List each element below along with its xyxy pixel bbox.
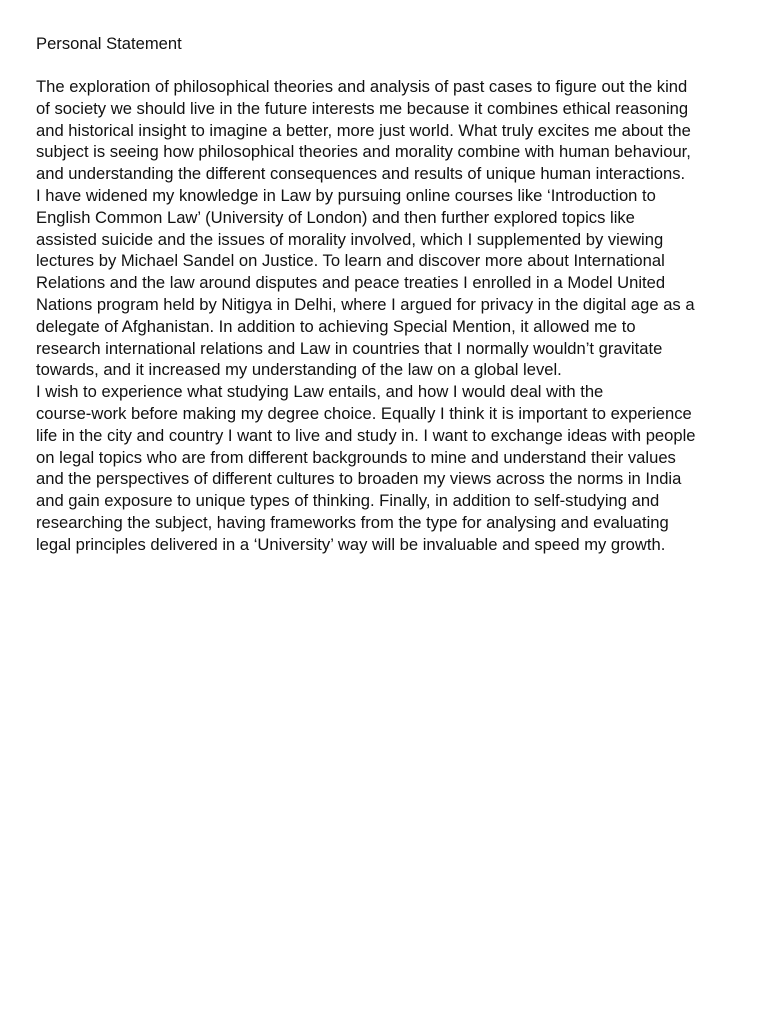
text-line: course-work before making my degree choice. Equally I think it is important to experience xyxy=(36,403,692,423)
text-line: life in the city and country I want to live and study in. I want to exchange ideas with people xyxy=(36,425,696,445)
text-line: English Common Law’ (University of London) and then further explored topics like xyxy=(36,207,635,227)
text-line: I wish to experience what studying Law entails, and how I would deal with the xyxy=(36,382,604,402)
text-line: researching the subject, having frameworks from the type for analysing and evaluating xyxy=(36,512,669,532)
text-line: and understanding the different consequences and results of unique human interactions. xyxy=(36,164,686,184)
text-line: subject is seeing how philosophical theories and morality combine with human behaviour, xyxy=(36,142,691,162)
text-line: Nations program held by Nitigya in Delhi, where I argued for privacy in the digital age as a xyxy=(36,294,695,314)
text-line: The exploration of philosophical theories and analysis of past cases to figure out the kind xyxy=(36,77,688,96)
text-line: on legal topics who are from different backgrounds to mine and understand their values xyxy=(36,447,676,467)
text-line: delegate of Afghanistan. In addition to achieving Special Mention, it allowed me to xyxy=(36,316,636,336)
text-line: research international relations and Law in countries that I normally wouldn’t gravitate xyxy=(36,338,663,358)
text-line: assisted suicide and the issues of morality involved, which I supplemented by viewing xyxy=(36,229,664,249)
text-line: legal principles delivered in a ‘University’ way will be invaluable and speed my growth. xyxy=(36,534,666,554)
document-page xyxy=(36,33,736,556)
document-title: Personal Statement xyxy=(36,34,182,53)
text-line: and gain exposure to unique types of thinking. Finally, in addition to self-studying and xyxy=(36,491,660,511)
text-line: Relations and the law around disputes and peace treaties I enrolled in a Model United xyxy=(36,273,666,293)
text-line: and the perspectives of different cultures to broaden my views across the norms in India xyxy=(36,469,682,489)
text-line: towards, and it increased my understanding of the law on a global level. xyxy=(36,360,562,380)
text-line: I have widened my knowledge in Law by pursuing online courses like ‘Introduction to xyxy=(36,185,656,205)
statement-body xyxy=(36,76,736,556)
text-line: of society we should live in the future interests me because it combines ethical reasoning xyxy=(36,98,689,118)
text-line: lectures by Michael Sandel on Justice. To learn and discover more about International xyxy=(36,251,665,271)
text-line: and historical insight to imagine a better, more just world. What truly excites me about the xyxy=(36,120,691,140)
